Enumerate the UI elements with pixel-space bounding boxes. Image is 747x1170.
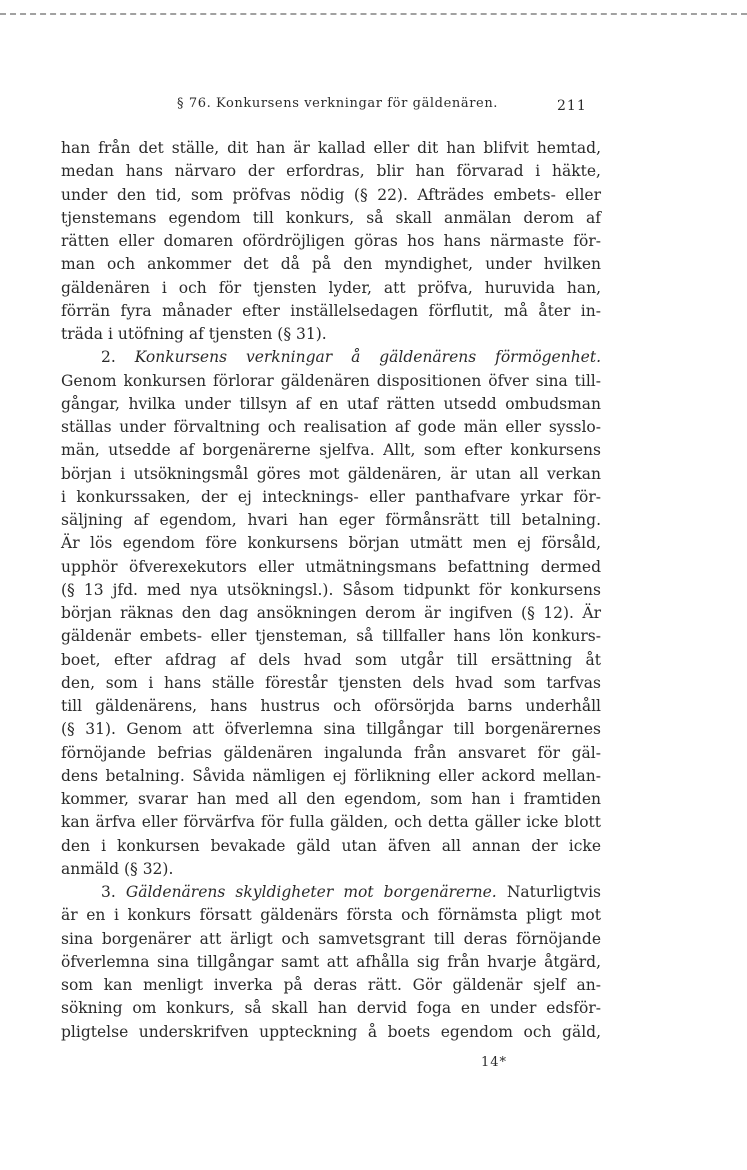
text-line: gäldenär embets- eller tjensteman, så tillfaller hans lön konkurs- <box>61 627 601 646</box>
text-line: den, som i hans ställe förestår tjensten dels hvad som tarfvas <box>61 673 601 692</box>
text-line: kan ärfva eller förvärfva för fulla gälden, och detta gäller icke blott <box>61 813 601 832</box>
text-line: kommer, svarar han med all den egendom, som han i framtiden <box>61 790 601 808</box>
text-line: sökning om konkurs, så skall han dervid foga en under edsför- <box>61 999 601 1018</box>
text-line: (§ 13 jfd. med nya utsökningsl.). Såsom tidpunkt för konkursens <box>61 580 601 599</box>
text-line: män, utsedde af borgenärerne sjelfva. Allt, som efter konkursens <box>61 441 601 460</box>
heading-number: 3. <box>101 883 116 901</box>
text-line: början räknas den dag ansökningen derom är ingifven (§ 12). Är <box>61 604 601 622</box>
text-line: rätten eller domaren ofördröjligen göras hos hans närmaste för- <box>61 232 601 250</box>
signature-mark: 14* <box>481 1055 508 1070</box>
page-number: 211 <box>557 98 587 114</box>
heading-title: Gäldenärens skyldigheter mot borgenärerne. <box>125 883 497 901</box>
body-text <box>61 137 601 1044</box>
text-line: öfverlemna sina tillgångar samt att afhålla sig från hvarje åtgärd, <box>61 952 601 971</box>
text-line: träda i utöfning af tjensten (§ 31). <box>61 325 327 343</box>
text-line: den i konkursen bevakade gäld utan äfven all annan der icke <box>61 836 601 855</box>
text-line: början i utsökningsmål göres mot gäldenären, är utan all verkan <box>61 464 601 483</box>
text-line: man och ankommer det då på den myndighet, under hvilken <box>61 255 601 274</box>
section-heading-2 <box>61 346 601 369</box>
text-line: Är lös egendom före konkursens början utmätt men ej försåld, <box>61 534 601 553</box>
text-line: han från det ställe, dit han är kallad eller dit han blifvit hemtad, <box>61 139 601 157</box>
text-line: pligtelse underskrifven uppteckning å boets egendom och gäld, <box>61 1022 601 1041</box>
text-line: i konkurssaken, der ej intecknings- eller panthafvare yrkar för- <box>61 487 601 506</box>
heading-continuation: Naturligtvis <box>506 883 601 901</box>
text-line: upphör öfverexekutors eller utmätningsmans befattning dermed <box>61 557 601 576</box>
text-line: anmäld (§ 32). <box>61 859 174 878</box>
text-line: säljning af egendom, hvari han eger förmånsrätt till betalning. <box>61 511 601 529</box>
text-line: dens betalning. Såvida nämligen ej förlikning eller ackord mellan- <box>61 766 601 785</box>
text-line: är en i konkurs försatt gäldenärs första och förnämsta pligt mot <box>61 906 601 925</box>
running-header <box>0 96 747 120</box>
text-line: gäldenären i och för tjensten lyder, att pröfva, huruvida han, <box>61 278 601 297</box>
text-line: till gäldenärens, hans hustrus och oförsörjda barns underhåll <box>61 697 601 715</box>
text-line: förnöjande befrias gäldenären ingalunda från ansvaret för gäl- <box>61 743 601 762</box>
scan-edge-rule <box>0 13 747 15</box>
text-line: sina borgenärer att ärligt och samvetsgrant till deras förnöjande <box>61 929 601 948</box>
text-line: förrän fyra månader efter inställelsedagen förflutit, må åter in- <box>61 301 601 320</box>
heading-title: Konkursens verkningar å gäldenärens förmögenhet. <box>134 348 602 367</box>
section-heading-3 <box>61 881 601 904</box>
text-line: tjenstemans egendom till konkurs, så skall anmälan derom af <box>61 208 601 227</box>
text-line: gångar, hvilka under tillsyn af en utaf rätten utsedd ombudsman <box>61 394 601 413</box>
heading-number: 2. <box>101 348 116 367</box>
text-line: Genom konkursen förlorar gäldenären dispositionen öfver sina till- <box>61 371 601 390</box>
text-line: som kan menligt inverka på deras rätt. Gör gäldenär sjelf an- <box>61 976 601 994</box>
text-line: boet, efter afdrag af dels hvad som utgår till ersättning åt <box>61 650 601 669</box>
text-line: under den tid, som pröfvas nödig (§ 22). Afträdes embets- eller <box>61 185 601 204</box>
text-line: ställas under förvaltning och realisation af gode män eller sysslo- <box>61 418 601 436</box>
section-title: § 76. Konkursens verkningar för gäldenären. <box>177 96 499 111</box>
text-line: medan hans närvaro der erfordras, blir han förvarad i häkte, <box>61 162 601 181</box>
text-line: (§ 31). Genom att öfverlemna sina tillgångar till borgenärernes <box>61 720 601 739</box>
